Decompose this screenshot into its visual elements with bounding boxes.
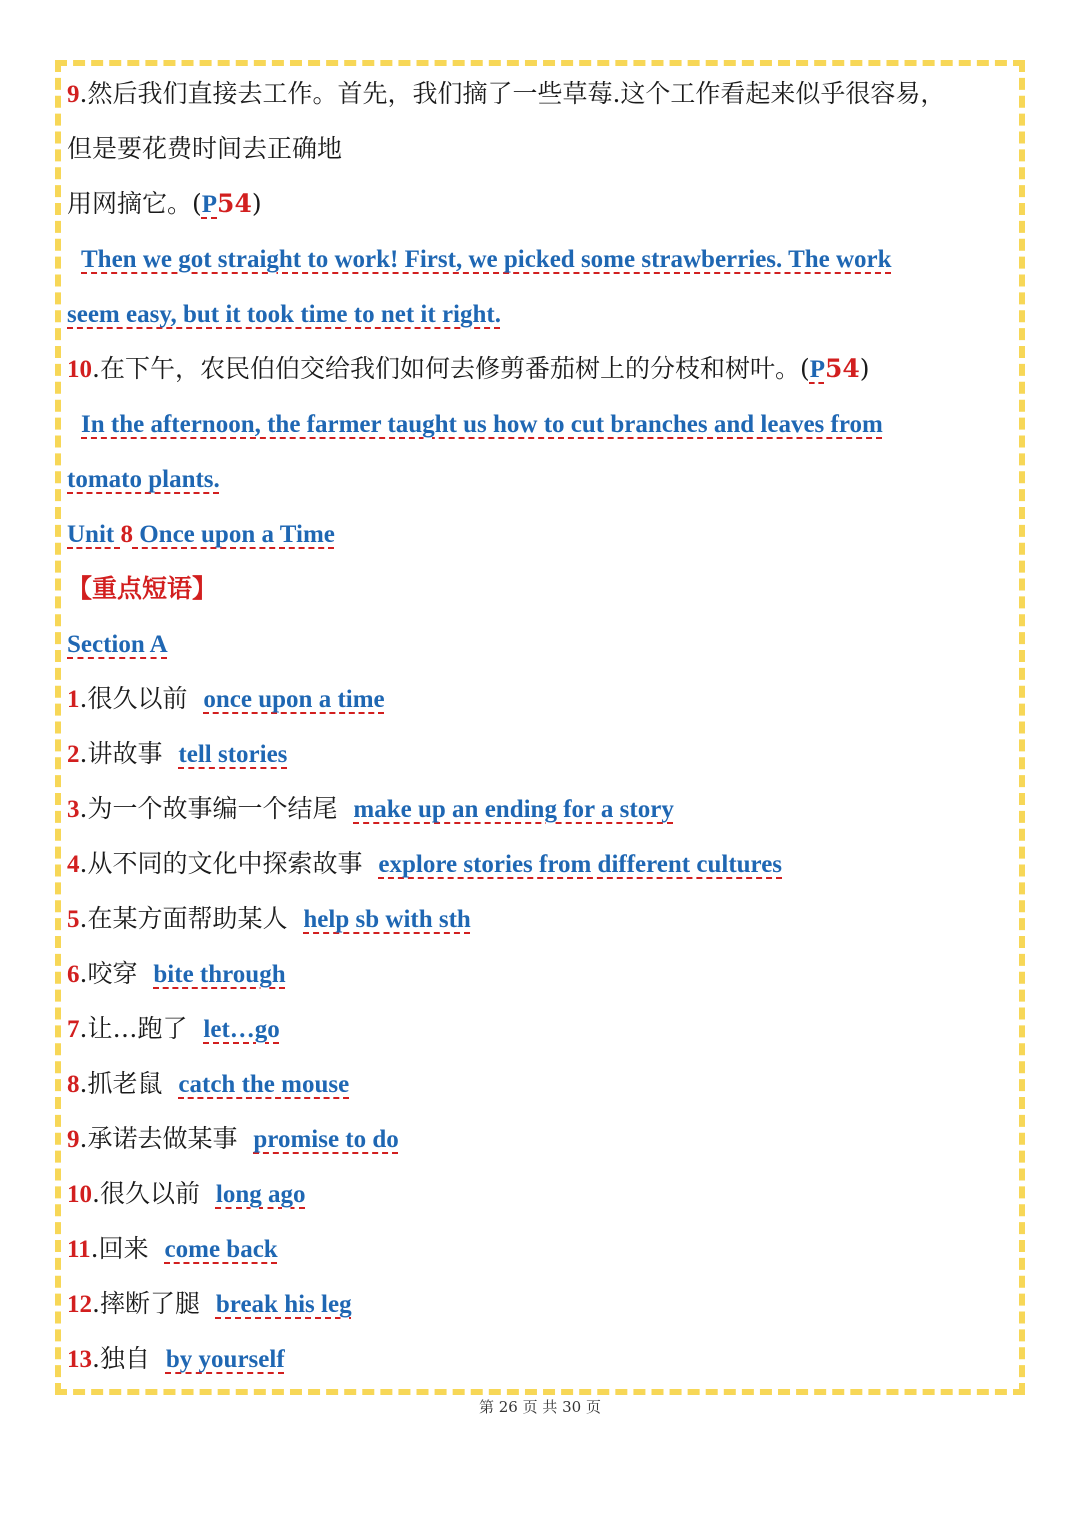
- item-number: 1: [67, 686, 80, 713]
- chinese-text: .抓老鼠: [79, 1069, 171, 1098]
- english-translation: In the afternoon, the farmer taught us how to cut branches and leaves from: [81, 411, 883, 438]
- phrase-item: [67, 671, 1017, 726]
- english-phrase: long ago: [215, 1181, 306, 1208]
- chinese-text: .承诺去做某事: [79, 1124, 246, 1153]
- item-9-zh-line2: [67, 121, 1017, 176]
- english-phrase: bite through: [153, 961, 286, 988]
- chinese-text: .很久以前: [79, 684, 196, 713]
- page-content: [67, 66, 1017, 1386]
- phrase-item: [67, 1056, 1017, 1111]
- english-phrase: let…go: [203, 1016, 280, 1043]
- english-phrase: come back: [164, 1236, 278, 1263]
- page-ref-p: P: [201, 191, 218, 218]
- item-9-zh-line1: [67, 66, 1017, 121]
- chinese-text: 但是要花费时间去正确地: [67, 134, 343, 163]
- chinese-text: .为一个故事编一个结尾: [79, 794, 346, 823]
- chinese-text: .咬穿: [79, 959, 146, 988]
- english-phrase: catch the mouse: [178, 1071, 350, 1098]
- unit-prefix: Unit: [67, 521, 121, 548]
- item-number: 4: [67, 851, 80, 878]
- page-ref-close: ): [251, 189, 262, 218]
- item-10-en-line2: [67, 451, 1017, 506]
- chinese-text: .很久以前: [92, 1179, 208, 1208]
- phrase-item: [67, 1111, 1017, 1166]
- phrase-item: [67, 946, 1017, 1001]
- item-number: 5: [67, 906, 80, 933]
- unit-name: Once upon a Time: [132, 521, 335, 548]
- item-number: 9: [67, 1126, 80, 1153]
- chinese-text: .回来: [90, 1234, 157, 1263]
- phrase-item: [67, 891, 1017, 946]
- item-number: 6: [67, 961, 80, 988]
- page-ref-p: P: [809, 356, 825, 383]
- item-number: 8: [67, 1071, 80, 1098]
- english-phrase: make up an ending for a story: [353, 796, 674, 823]
- english-phrase: tell stories: [178, 741, 288, 768]
- page-ref-close: ): [859, 354, 870, 383]
- unit-title: [67, 506, 1017, 561]
- chinese-text: .讲故事: [79, 739, 171, 768]
- chinese-text: .然后我们直接去工作。首先，我们摘了一些草莓.这个工作看起来似乎很容易，: [79, 79, 946, 108]
- section-label-line: [67, 616, 1017, 671]
- item-number: 12: [67, 1291, 92, 1318]
- phrase-item: [67, 781, 1017, 836]
- phrase-item: [67, 726, 1017, 781]
- item-9-en-line1: [67, 231, 1017, 286]
- english-phrase: promise to do: [253, 1126, 399, 1153]
- english-phrase: help sb with sth: [303, 906, 471, 933]
- english-phrase: by yourself: [165, 1346, 285, 1373]
- item-number: 9: [67, 81, 80, 108]
- item-number: 11: [67, 1236, 91, 1263]
- english-phrase: once upon a time: [203, 686, 385, 713]
- page-ref-number: 54: [824, 354, 860, 383]
- chinese-text: .让…跑了: [79, 1014, 196, 1043]
- item-9-en-line2: [67, 286, 1017, 341]
- item-number: 2: [67, 741, 80, 768]
- page-ref-number: 54: [217, 189, 252, 218]
- phrase-item: [67, 836, 1017, 891]
- unit-number: 8: [120, 521, 133, 548]
- chinese-text: .从不同的文化中探索故事: [79, 849, 371, 878]
- chinese-text: .独自: [92, 1344, 158, 1373]
- phrase-list: [67, 671, 1017, 1386]
- item-number: 7: [67, 1016, 80, 1043]
- chinese-text: 用网摘它。(: [67, 189, 202, 218]
- section-heading: 【重点短语】: [67, 574, 218, 603]
- phrase-item: [67, 1221, 1017, 1276]
- chinese-text: .在某方面帮助某人: [79, 904, 296, 933]
- phrase-item: [67, 1331, 1017, 1386]
- phrase-item: [67, 1166, 1017, 1221]
- english-phrase: break his leg: [215, 1291, 352, 1318]
- item-number: 13: [67, 1346, 92, 1373]
- item-number: 3: [67, 796, 80, 823]
- item-10-zh: [67, 341, 1017, 396]
- chinese-text: .在下午，农民伯伯交给我们如何去修剪番茄树上的分枝和树叶。(: [92, 354, 810, 383]
- chinese-text: .摔断了腿: [92, 1289, 208, 1318]
- item-10-en-line1: [67, 396, 1017, 451]
- page-footer: 第 26 页 共 30 页: [478, 1398, 601, 1416]
- english-translation: seem easy, but it took time to net it right.: [67, 301, 501, 328]
- item-9-zh-line3: [67, 176, 1017, 231]
- item-number: 10: [67, 356, 92, 383]
- phrase-item: [67, 1001, 1017, 1056]
- phrase-item: [67, 1276, 1017, 1331]
- english-translation: Then we got straight to work! First, we picked some strawberries. The work: [81, 246, 892, 273]
- english-phrase: explore stories from different cultures: [378, 851, 783, 878]
- item-number: 10: [67, 1181, 92, 1208]
- english-translation: tomato plants.: [67, 466, 220, 493]
- section-label: Section A: [67, 631, 168, 658]
